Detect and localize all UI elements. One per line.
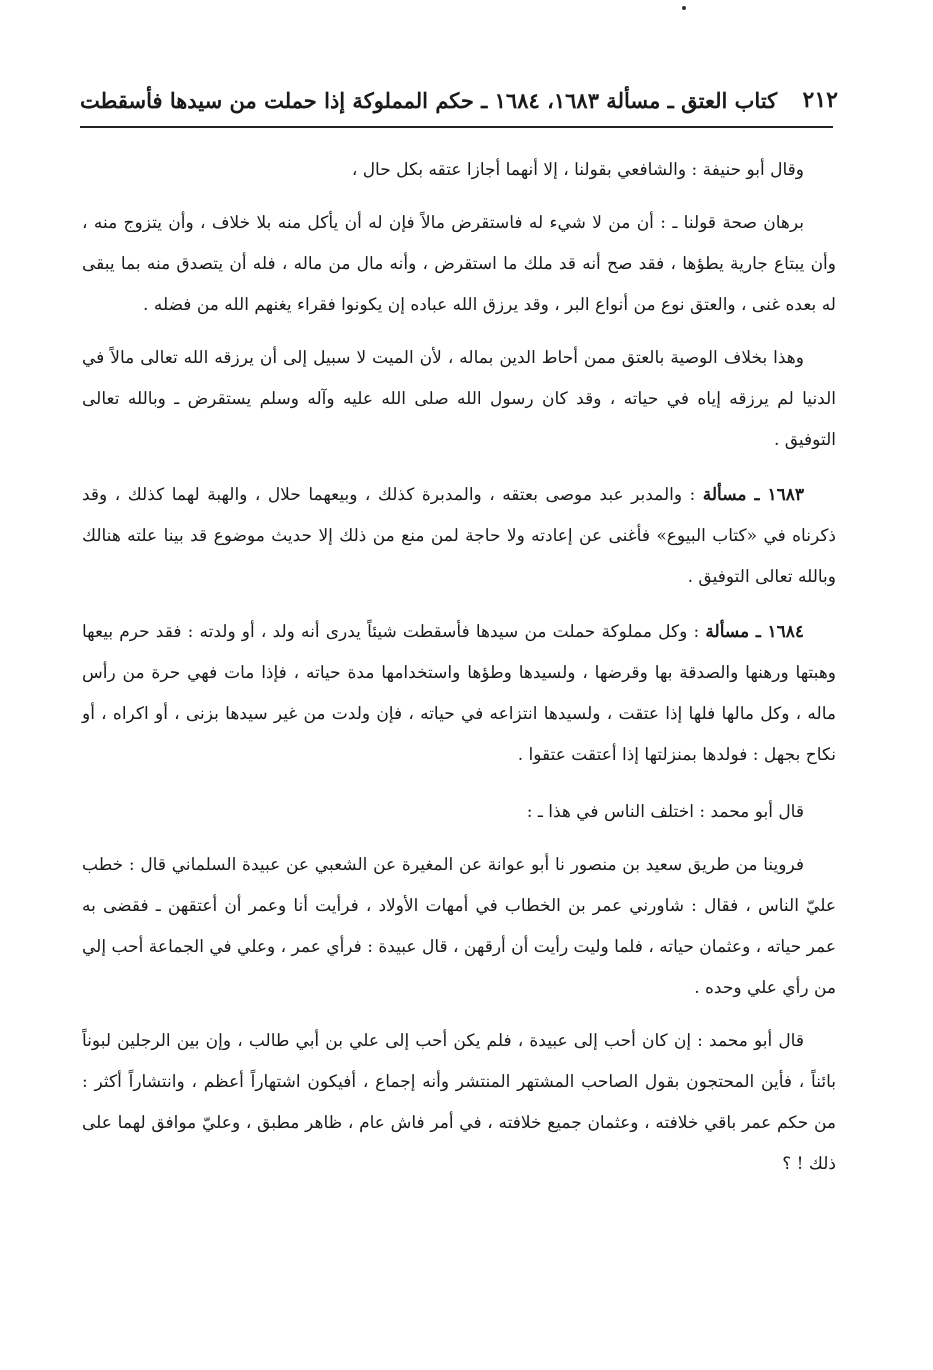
paragraph-issue-1684 [82, 612, 836, 776]
paragraph-text: : والمدبر عبد موصى بعتقه ، والمدبرة كذلك ، وبيعهما حلال ، والهبة لهما كذلك ، وقد ذكرناه في «كتاب البيوع» فأغنى عن إعادته ولا حاجة لمن منع من ذلك إلا حديث موضوع قد بينا علته هنالك وبالله تعالى التوفيق . [82, 485, 836, 587]
page-number: ٢١٢ [802, 87, 838, 113]
paragraph-text: وهذا بخلاف الوصية بالعتق ممن أحاط الدين بماله ، لأن الميت لا سبيل إلى أن يرزقه الله تعالى مالاً في الدنيا لم يرزقه إياه في حياته ، وقد كان رسول الله صلى الله عليه وآله وسلم يستقرض ـ وبالله تعالى التوفيق . [82, 348, 836, 450]
paragraph-text: وقال أبو حنيفة : والشافعي بقولنا ، إلا أنهما أجازا عتقه بكل حال ، [351, 160, 804, 180]
scan-speck [682, 6, 686, 10]
paragraph-text: برهان صحة قولنا ـ : أن من لا شيء له فاستقرض مالاً فإن له أن يأكل منه بلا خلاف ، وأن يتزوج منه ، وأن يبتاع جارية يطؤها ، فقد صح أنه قد ملك ما استقرض ، وأنه مال من ماله ، فله أن يتصدق منه بما يبقى له بعده غنى ، والعتق نوع من أنواع البر ، وقد يرزق الله عباده إن يكونوا فقراء يغنهم الله من فضله . [82, 213, 836, 315]
running-title: كتاب العتق ـ مسألة ١٦٨٣، ١٦٨٤ ـ حكم المملوكة إذا حملت من سيدها فأسقطت [80, 87, 778, 113]
issue-label: ١٦٨٣ ـ مسألة [702, 485, 804, 505]
body-text [82, 150, 836, 1197]
paragraph-text: قال أبو محمد : اختلف الناس في هذا ـ : [526, 802, 804, 822]
header-rule [80, 126, 833, 128]
paragraph-narration [82, 845, 836, 1009]
paragraph-text: قال أبو محمد : إن كان أحب إلى عبيدة ، فلم يكن أحب إلى علي بن أبي طالب ، وإن بين الرجلين لبوناً بائناً ، فأين المحتجون بقول الصاحب المشتهر المنتشر وأنه إجماع ، أفيكون اشتهاراً أعظم ، وانتشاراً أكثر : من حكم عمر باقي خلافته ، وعثمان جميع خلافته ، في أمر فاش عام ، ظاهر مطبق ، وعليّ موافق لهما على ذلك ! ؟ [82, 1031, 836, 1174]
paragraph-bequest [82, 338, 836, 461]
paragraph-issue-1683 [82, 475, 836, 598]
paragraph-abu-muhammad-intro [82, 792, 836, 833]
paragraph-text: : وكل مملوكة حملت من سيدها فأسقطت شيئاً يدرى أنه ولد ، أو ولدته : فقد حرم بيعها وهبتها ورهنها والصدقة بها وقرضها ، ولسيدها وطؤها واستخدامها مدة حياته ، فإذا مات فهي حرة من رأس ماله ، وكل مالها فلها إذا عتقت ، ولسيدها انتزاعه في حياته ، فإن ولدت من غير سيدها بزنى ، أو اكراه ، أو نكاح بجهل : فولدها بمنزلتها إذا أعتقت عتقوا . [82, 622, 836, 765]
paragraph-abu-muhammad-response [82, 1021, 836, 1185]
running-header [80, 80, 838, 120]
paragraph-text: فروينا من طريق سعيد بن منصور نا أبو عوانة عن المغيرة عن الشعبي عن عبيدة السلماني قال : خطب عليّ الناس ، فقال : شاورني عمر بن الخطاب في أمهات الأولاد ، فرأيت أنا وعمر أن أعتقهن ـ فقضى به عمر حياته ، وعثمان حياته ، فلما وليت رأيت أن أرقهن ، قال عبيدة : فرأي عمر ، وعلي في الجماعة أحب إلي من رأي علي وحده . [82, 855, 836, 998]
issue-label: ١٦٨٤ ـ مسألة [705, 622, 805, 642]
paragraph-proof [82, 203, 836, 326]
paragraph-abu-hanifa [82, 150, 836, 191]
